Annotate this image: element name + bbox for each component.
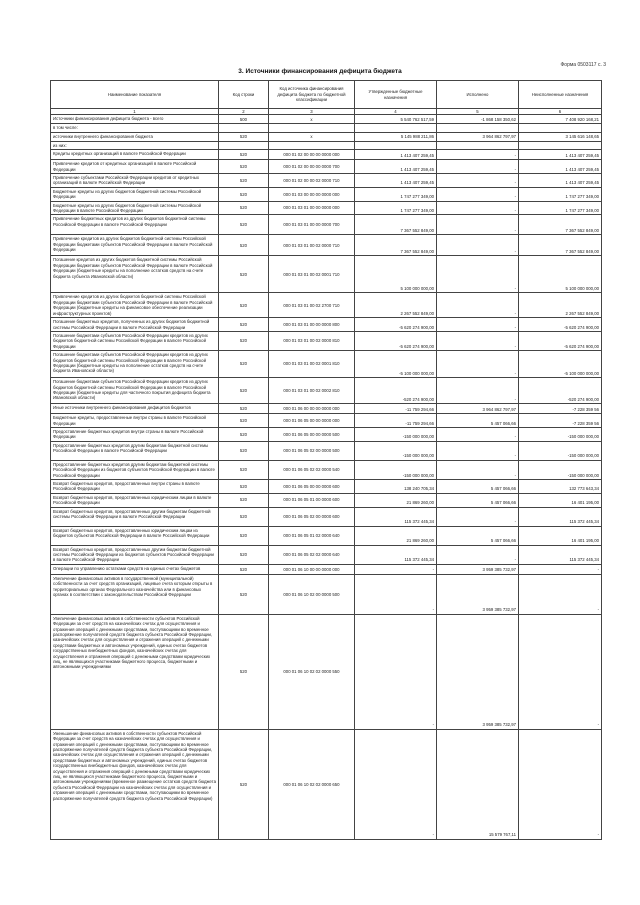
row-source-code: 000 01 03 01 00 02 0002 810 [269, 378, 355, 404]
table-row [51, 174, 602, 188]
table-row [51, 378, 602, 404]
row-source-code: 000 01 02 00 00 00 0000 700 [269, 160, 355, 174]
row-executed: - [437, 174, 519, 188]
table-row [51, 427, 602, 441]
row-code: 520 [219, 160, 269, 174]
header-cell: Неисполненные назначения [519, 81, 602, 109]
row-executed: 3 964 862 797,97 [437, 404, 519, 414]
column-number: 6 [519, 109, 602, 115]
row-executed: 5 457 066,66 [437, 479, 519, 493]
table-row [51, 215, 602, 235]
row-approved: -5 620 274 900,00 [355, 318, 437, 332]
row-unexecuted: 132 773 643,34 [519, 479, 602, 493]
table-row [51, 150, 602, 160]
row-source-code: 000 01 03 01 00 02 0001 710 [269, 256, 355, 293]
row-approved: 1 413 407 259,45 [355, 160, 437, 174]
column-number: 2 [219, 109, 269, 115]
row-approved: 5 100 000 000,00 [355, 256, 437, 293]
row-code: 500 [219, 115, 269, 124]
row-code: 520 [219, 351, 269, 378]
row-executed: 3 959 385 732,97 [437, 574, 519, 614]
row-label: Бюджетные кредиты из других бюджетов бюджетной системы Российской Федерации [51, 187, 219, 201]
row-code: 520 [219, 201, 269, 215]
row-unexecuted: 1 747 277 349,00 [519, 201, 602, 215]
row-executed: - [437, 235, 519, 256]
row-executed: - [437, 460, 519, 479]
row-source-code: 000 01 06 05 01 02 0000 640 [269, 526, 355, 545]
row-label: Предоставление бюджетных кредитов другим бюджетам бюджетной системы Российской Федерации из бюджетов субъектов Российской Федерации в валюте Российской Федерации [51, 460, 219, 479]
row-approved: 1 747 277 349,00 [355, 201, 437, 215]
row-approved: 115 372 445,34 [355, 545, 437, 564]
table-row [51, 201, 602, 215]
row-source-code: x [269, 132, 355, 141]
row-executed: - [437, 318, 519, 332]
row-code: 520 [219, 460, 269, 479]
row-unexecuted: - [519, 614, 602, 729]
row-code: 520 [219, 507, 269, 526]
row-source-code: 000 01 02 00 00 00 0000 000 [269, 150, 355, 160]
row-unexecuted: 16 401 195,00 [519, 526, 602, 545]
row-unexecuted: -7 228 359 56 [519, 404, 602, 414]
row-approved: - [355, 729, 437, 839]
row-source-code: 000 01 06 05 00 00 0000 000 [269, 414, 355, 428]
row-code: 520 [219, 414, 269, 428]
row-label: Погашение бюджетами субъектов Российской Федерации кредитов из других бюджетов бюджетной системы Российской Федерации в валюте Российской Федерации [51, 331, 219, 350]
row-source-code: 000 01 06 05 00 00 0000 500 [269, 427, 355, 441]
row-source-code: 000 01 03 00 00 00 0000 000 [269, 187, 355, 201]
row-approved: -150 000 000,00 [355, 427, 437, 441]
row-executed: - [437, 150, 519, 160]
table-row [51, 115, 602, 124]
row-code: 520 [219, 132, 269, 141]
row-approved: - [355, 614, 437, 729]
table-row [51, 729, 602, 839]
row-label: Бюджетные кредиты из других бюджетов бюджетной системы Российской Федерации в валюте Российской Федерации [51, 201, 219, 215]
row-code: 520 [219, 441, 269, 460]
row-executed: - [437, 160, 519, 174]
row-executed: - [437, 351, 519, 378]
table-row [51, 318, 602, 332]
row-approved: 2 267 552 849,00 [355, 293, 437, 318]
row-source-code: 000 01 02 00 00 02 0000 710 [269, 174, 355, 188]
row-executed [437, 124, 519, 132]
row-source-code: 000 01 03 01 00 02 0000 810 [269, 331, 355, 350]
table-row [51, 564, 602, 574]
row-code: 520 [219, 574, 269, 614]
row-approved: 115 372 445,34 [355, 507, 437, 526]
table-row [51, 187, 602, 201]
row-code: 520 [219, 215, 269, 235]
row-approved: 7 367 552 849,00 [355, 215, 437, 235]
table-row [51, 124, 602, 132]
row-executed: -1 868 158 350,62 [437, 115, 519, 124]
table-row [51, 526, 602, 545]
financing-sources-table [50, 80, 602, 840]
row-code: 520 [219, 493, 269, 507]
row-unexecuted: -150 000 000,00 [519, 460, 602, 479]
row-unexecuted: 7 367 552 849,00 [519, 215, 602, 235]
row-executed: - [437, 331, 519, 350]
row-executed: 3 959 385 732,97 [437, 614, 519, 729]
table-row [51, 404, 602, 414]
row-approved: 5 145 988 211,86 [355, 132, 437, 141]
row-code: 520 [219, 293, 269, 318]
table-row [51, 479, 602, 493]
row-label: Возврат бюджетных кредитов, предоставленных другим бюджетам бюджетной системы Российской Федерации в валюте Российской Федерации [51, 507, 219, 526]
row-approved: -520 274 900,00 [355, 378, 437, 404]
row-label: Возврат бюджетных кредитов, предоставленных внутри страны в валюте Российской Федерации [51, 479, 219, 493]
row-code: 520 [219, 174, 269, 188]
row-unexecuted: 7 408 920 168,21 [519, 115, 602, 124]
row-code: 520 [219, 378, 269, 404]
row-label: Возврат бюджетных кредитов, предоставленных юридическим лицам в валюте Российской Федерации [51, 493, 219, 507]
row-executed: - [437, 201, 519, 215]
row-unexecuted: - [519, 729, 602, 839]
row-label: Иные источники внутреннего финансирования дефицитов бюджетов [51, 404, 219, 414]
header-cell: Код источника финансирования дефицита бюджета по бюджетной классификации [269, 81, 355, 109]
column-number: 5 [437, 109, 519, 115]
row-label: Возврат бюджетных кредитов, предоставленных юридическим лицам из бюджетов субъектов Российской Федерации в валюте Российской Федерации [51, 526, 219, 545]
row-approved: 21 869 260,00 [355, 493, 437, 507]
page-title: 3. Источники финансирования дефицита бюджета [238, 68, 402, 75]
table-row [51, 614, 602, 729]
row-unexecuted: -5 620 274 900,00 [519, 318, 602, 332]
column-number: 4 [355, 109, 437, 115]
row-code [219, 124, 269, 132]
row-label: Привлечение бюджетных кредитов из других бюджетов бюджетной системы Российской Федерации в валюте Российской Федерации [51, 215, 219, 235]
row-unexecuted [519, 141, 602, 149]
header-cell: Утвержденные бюджетные назначения [355, 81, 437, 109]
form-code: Форма 0503117 с. 3 [560, 62, 606, 68]
row-source-code: 000 01 03 01 00 02 0001 810 [269, 351, 355, 378]
row-source-code: 000 01 06 05 02 02 0000 640 [269, 545, 355, 564]
row-code: 520 [219, 479, 269, 493]
header-cell: Исполнено [437, 81, 519, 109]
row-label: Операции по управлению остатками средств на единых счетах бюджетов [51, 564, 219, 574]
row-source-code: 000 01 03 01 00 02 0000 710 [269, 235, 355, 256]
row-approved: 1 747 277 349,00 [355, 187, 437, 201]
row-approved: 21 869 260,00 [355, 526, 437, 545]
row-code: 520 [219, 318, 269, 332]
row-code: 520 [219, 235, 269, 256]
row-label: Привлечение кредитов из других бюджетов бюджетной системы Российской Федерации бюджетами субъектов Российской Федерации в валюте Российской Федерации [51, 235, 219, 256]
row-code: 520 [219, 331, 269, 350]
row-source-code: 000 01 06 10 02 00 0000 500 [269, 574, 355, 614]
row-code: 520 [219, 150, 269, 160]
row-source-code: 000 01 06 05 02 00 0000 600 [269, 507, 355, 526]
row-unexecuted: - [519, 574, 602, 614]
table-row [51, 293, 602, 318]
row-approved: 7 367 552 849,00 [355, 235, 437, 256]
row-approved: -150 000 000,00 [355, 441, 437, 460]
row-unexecuted: 7 367 552 849,00 [519, 235, 602, 256]
row-executed: 3 964 862 797,97 [437, 132, 519, 141]
row-unexecuted: - [519, 564, 602, 574]
row-executed: - [437, 545, 519, 564]
row-code: 520 [219, 404, 269, 414]
row-unexecuted: 1 413 407 259,45 [519, 174, 602, 188]
row-approved: - [355, 564, 437, 574]
row-source-code [269, 124, 355, 132]
row-approved: -11 759 294,66 [355, 414, 437, 428]
row-code [219, 141, 269, 149]
row-label: Предоставление бюджетных кредитов внутри страны в валюте Российской Федерации [51, 427, 219, 441]
row-label: Погашение кредитов из других бюджетов бюджетной системы Российской Федерации бюджетами субъектов Российской Федерации в валюте Российской Федерации (бюджетные кредиты на пополнение остатков средств на счете бюджета субъекта Ивановской области) [51, 256, 219, 293]
row-unexecuted: -520 274 900,00 [519, 378, 602, 404]
header-cell: Код строки [219, 81, 269, 109]
row-unexecuted: 5 100 000 000,00 [519, 256, 602, 293]
header-cell: Наименование показателя [51, 81, 219, 109]
row-source-code: 000 01 06 05 00 00 0000 600 [269, 479, 355, 493]
row-executed: - [437, 427, 519, 441]
row-approved [355, 141, 437, 149]
row-executed: 3 959 385 732,97 [437, 564, 519, 574]
row-unexecuted: -150 000 000,00 [519, 441, 602, 460]
row-source-code: 000 01 06 10 02 02 0000 650 [269, 729, 355, 839]
table-row [51, 441, 602, 460]
row-code: 520 [219, 256, 269, 293]
row-code: 520 [219, 187, 269, 201]
row-approved: 5 540 762 517,59 [355, 115, 437, 124]
row-code: 520 [219, 729, 269, 839]
row-label: Бюджетные кредиты, предоставленные внутри страны в валюте Российской Федерации [51, 414, 219, 428]
row-source-code [269, 141, 355, 149]
row-source-code: 000 01 06 10 02 02 0000 550 [269, 614, 355, 729]
row-approved: -5 100 000 000,00 [355, 351, 437, 378]
row-label: Погашение бюджетами субъектов Российской Федерации кредитов из других бюджетов бюджетной системы Российской Федерации в валюте Российской Федерации (бюджетные кредиты для частичного покрытия дефицита бюджета Ивановской области) [51, 378, 219, 404]
row-code: 520 [219, 526, 269, 545]
row-approved: -11 759 294,66 [355, 404, 437, 414]
row-approved: -150 000 000,00 [355, 460, 437, 479]
row-unexecuted: -150 000 000,00 [519, 427, 602, 441]
row-unexecuted: 1 413 407 259,45 [519, 150, 602, 160]
row-source-code: 000 01 06 00 00 00 0000 000 [269, 404, 355, 414]
row-label: Погашение бюджетных кредитов, полученных из других бюджетов бюджетной системы Российской Федерации в валюте Российской Федерации [51, 318, 219, 332]
table-row [51, 331, 602, 350]
row-unexecuted: 2 267 552 849,00 [519, 293, 602, 318]
table-row [51, 160, 602, 174]
row-unexecuted [519, 124, 602, 132]
row-unexecuted: 115 372 445,34 [519, 545, 602, 564]
row-executed: 5 457 066,66 [437, 493, 519, 507]
table-row [51, 351, 602, 378]
table-row [51, 545, 602, 564]
row-approved: 1 413 407 259,45 [355, 174, 437, 188]
row-approved: 1 413 407 259,45 [355, 150, 437, 160]
row-source-code: 000 01 06 05 01 00 0000 600 [269, 493, 355, 507]
row-label: Привлечение кредитов от кредитных организаций в валюте Российской Федерации [51, 160, 219, 174]
row-source-code: 000 01 06 10 00 00 0000 000 [269, 564, 355, 574]
row-executed: - [437, 507, 519, 526]
row-approved: - [355, 574, 437, 614]
row-label: Источники финансирования дефицита бюджета - всего [51, 115, 219, 124]
row-unexecuted: 115 372 445,34 [519, 507, 602, 526]
row-label: из них: [51, 141, 219, 149]
row-label: Уменьшение финансовых активов в собственности субъектов Российской Федерации за счет средств на казначейских счетах для осуществления и отражения операций с денежными средствами, поступающими во временное распоряжение получателей средств бюджета субъекта Российской Федерации, казначейских счетах для осуществления и отражения операций с денежными средствами бюджетных и автономных учреждений, единых счетах бюджетов государственных внебюджетных фондов, казначейских счетах для осуществления и отражения операций с денежными средствами юридических лиц, не являющихся участниками бюджетного процесса, бюджетными и автономными учреждениями (временное размещение остатков средств бюджета субъекта Российской Федерации на казначейских счетах для осуществления и отражения операций с денежными средствами, поступающими во временное распоряжение получателей средств бюджета субъекта Российской Федерации) [51, 729, 219, 839]
row-label: Увеличение финансовых активов в собственности субъектов Российской Федерации за счет средств на казначейских счетах для осуществления и отражения операций с денежными средствами, поступающими во временное распоряжение получателей средств бюджета субъекта Российской Федерации, казначейских счетах для осуществления и отражения операций с денежными средствами бюджетных и автономных учреждений, единых счетах бюджетов государственных внебюджетных фондов, казначейских счетах для осуществления и отражения операций с денежными средствами юридических лиц, не являющихся участниками бюджетного процесса, бюджетными и автономными учреждениями [51, 614, 219, 729]
row-source-code: 000 01 03 01 00 00 0000 700 [269, 215, 355, 235]
table-row [51, 507, 602, 526]
row-executed: 5 457 066,66 [437, 526, 519, 545]
row-executed: - [437, 378, 519, 404]
row-unexecuted: -5 100 000 000,00 [519, 351, 602, 378]
row-label: в том числе: [51, 124, 219, 132]
table-row [51, 460, 602, 479]
row-label: Погашение бюджетами субъектов Российской Федерации кредитов из других бюджетов бюджетной системы Российской Федерации в валюте Российской Федерации (бюджетные кредиты на пополнение остатков средств на счете бюджета Ивановской области) [51, 351, 219, 378]
row-code: 520 [219, 564, 269, 574]
row-source-code: 000 01 03 01 00 00 0000 000 [269, 201, 355, 215]
row-code: 520 [219, 427, 269, 441]
row-label: Возврат бюджетных кредитов, предоставленных другим бюджетам бюджетной системы Российской Федерации из бюджетов субъектов Российской Федерации в валюте Российской Федерации [51, 545, 219, 564]
row-unexecuted: 16 401 195,00 [519, 493, 602, 507]
row-label: Предоставление бюджетных кредитов другим бюджетам бюджетной системы Российской Федерации в валюте Российской Федерации [51, 441, 219, 460]
row-executed: - [437, 215, 519, 235]
row-label: Привлечение кредитов из других бюджетов бюджетной системы Российской Федерации бюджетами субъектов Российской Федерации в валюте Российской Федерации (бюджетные кредиты на финансовое обеспечение реализации инфраструктурных проектов) [51, 293, 219, 318]
row-source-code: 000 01 03 01 00 02 2700 710 [269, 293, 355, 318]
table-row [51, 132, 602, 141]
table-row [51, 235, 602, 256]
row-unexecuted: 1 747 277 349,00 [519, 187, 602, 201]
row-label: источники внутреннего финансирования бюджета [51, 132, 219, 141]
column-number: 1 [51, 109, 219, 115]
row-executed [437, 141, 519, 149]
row-unexecuted: 1 413 407 259,45 [519, 160, 602, 174]
table-row [51, 141, 602, 149]
row-unexecuted: -5 620 274 900,00 [519, 331, 602, 350]
row-source-code: 000 01 03 01 00 00 0000 800 [269, 318, 355, 332]
row-executed: - [437, 293, 519, 318]
row-executed: - [437, 441, 519, 460]
row-source-code: 000 01 06 05 02 02 0000 540 [269, 460, 355, 479]
row-approved: -5 620 274 900,00 [355, 331, 437, 350]
row-executed: 15 579 767,11 [437, 729, 519, 839]
column-number: 3 [269, 109, 355, 115]
table-row [51, 493, 602, 507]
row-label: Привлечение субъектами Российской Федерации кредитов от кредитных организаций в валюте Российской Федерации [51, 174, 219, 188]
row-unexecuted: -7 228 359 56 [519, 414, 602, 428]
row-executed: - [437, 187, 519, 201]
row-executed: - [437, 256, 519, 293]
row-label: Увеличение финансовых активов в государственной (муниципальной) собственности за счет средств организаций, лицевые счета которым открыты в территориальных органах Федерального казначейства или в финансовых органах в соответствии с законодательством Российской Федерации [51, 574, 219, 614]
header-row [51, 81, 602, 109]
row-executed: 5 457 066,66 [437, 414, 519, 428]
row-code: 520 [219, 614, 269, 729]
row-approved: 138 240 705,34 [355, 479, 437, 493]
row-source-code: x [269, 115, 355, 124]
row-code: 520 [219, 545, 269, 564]
table-row [51, 256, 602, 293]
table-row [51, 574, 602, 614]
row-unexecuted: 3 145 616 148,65 [519, 132, 602, 141]
row-label: Кредиты кредитных организаций в валюте Российской Федерации [51, 150, 219, 160]
table-row [51, 414, 602, 428]
row-approved [355, 124, 437, 132]
row-source-code: 000 01 06 05 02 00 0000 500 [269, 441, 355, 460]
